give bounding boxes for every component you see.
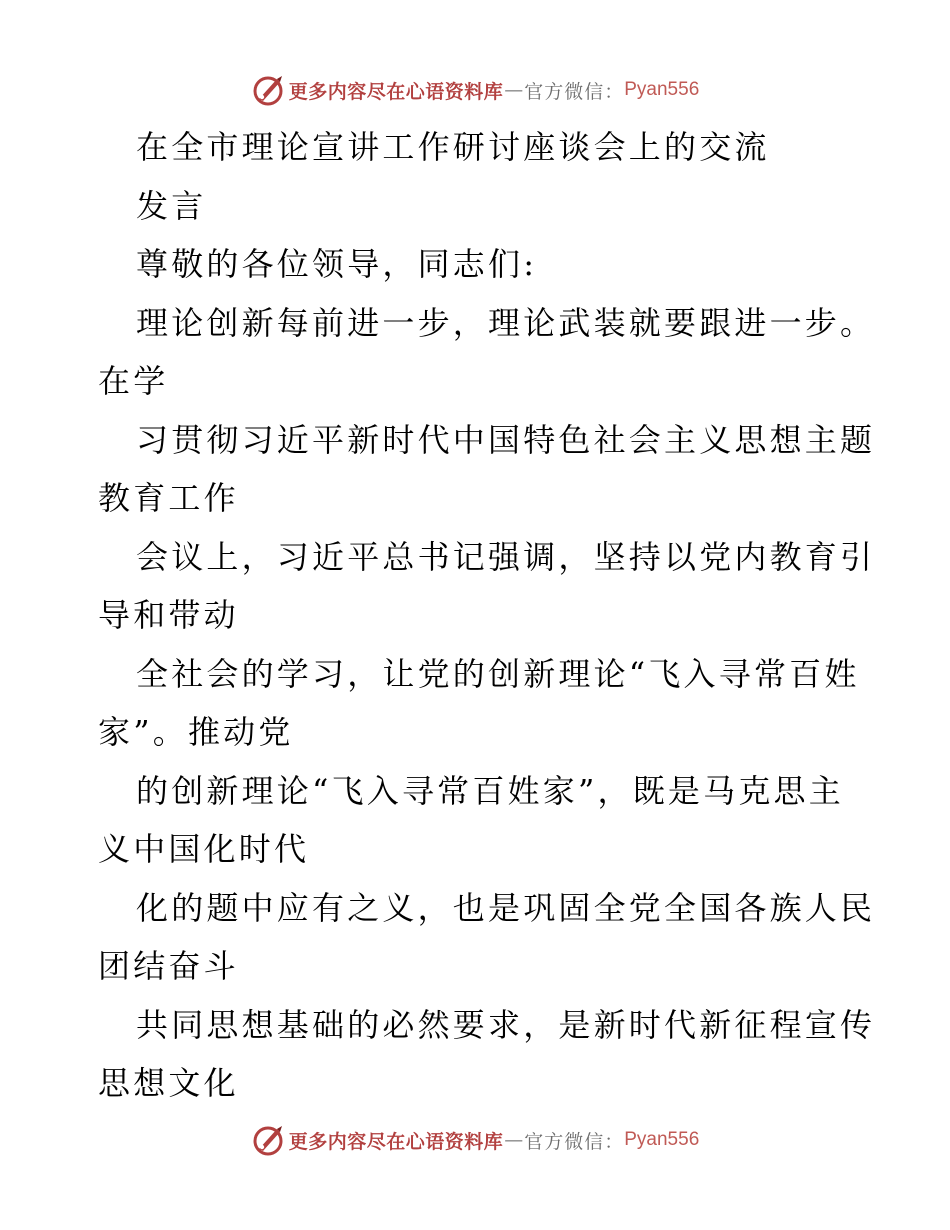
text-line: 共同思想基础的必然要求，是新时代新征程宣传 bbox=[136, 1005, 876, 1044]
text-line: 教育工作 bbox=[98, 479, 239, 517]
text-line: 会议上，习近平总书记强调，坚持以党内教育引 bbox=[136, 537, 876, 576]
text-line: 导和带动 bbox=[98, 596, 239, 634]
watermark-brand: 更多内容尽在心语资料库 bbox=[288, 1130, 504, 1153]
text-line: 团结奋斗 bbox=[98, 947, 239, 985]
text-line: 理论创新每前进一步，理论武装就要跟进一步。 bbox=[136, 303, 876, 342]
watermark-dash: — bbox=[504, 1129, 524, 1151]
text-line: 尊敬的各位领导，同志们: bbox=[136, 245, 538, 283]
watermark-brand: 更多内容尽在心语资料库 bbox=[288, 80, 504, 103]
header-watermark bbox=[0, 70, 950, 110]
text-line: 思想文化 bbox=[98, 1064, 239, 1102]
watermark-wechat-id: Pyan556 bbox=[624, 79, 700, 100]
text-line: 习贯彻习近平新时代中国特色社会主义思想主题 bbox=[136, 420, 876, 459]
quill-logo-icon bbox=[251, 1123, 285, 1157]
watermark-wechat-label: 官方微信： bbox=[524, 80, 625, 103]
text-line: 家”。推动党 bbox=[98, 713, 294, 751]
watermark-wechat-label: 官方微信： bbox=[524, 1130, 625, 1153]
text-line: 在学 bbox=[98, 362, 169, 400]
text-line: 发言 bbox=[136, 186, 207, 225]
text-line: 在全市理论宣讲工作研讨座谈会上的交流 bbox=[136, 128, 770, 166]
text-line: 义中国化时代 bbox=[98, 830, 310, 868]
watermark-wechat-id: Pyan556 bbox=[624, 1129, 700, 1150]
document-body bbox=[98, 118, 876, 1113]
watermark-dash: — bbox=[504, 79, 524, 101]
text-line: 化的题中应有之义，也是巩固全党全国各族人民 bbox=[136, 888, 876, 927]
footer-watermark bbox=[0, 1120, 950, 1160]
text-line: 的创新理论“飞入寻常百姓家”，既是马克思主 bbox=[136, 771, 844, 810]
quill-logo-icon bbox=[251, 73, 285, 107]
text-line: 全社会的学习，让党的创新理论“飞入寻常百姓 bbox=[136, 654, 860, 693]
